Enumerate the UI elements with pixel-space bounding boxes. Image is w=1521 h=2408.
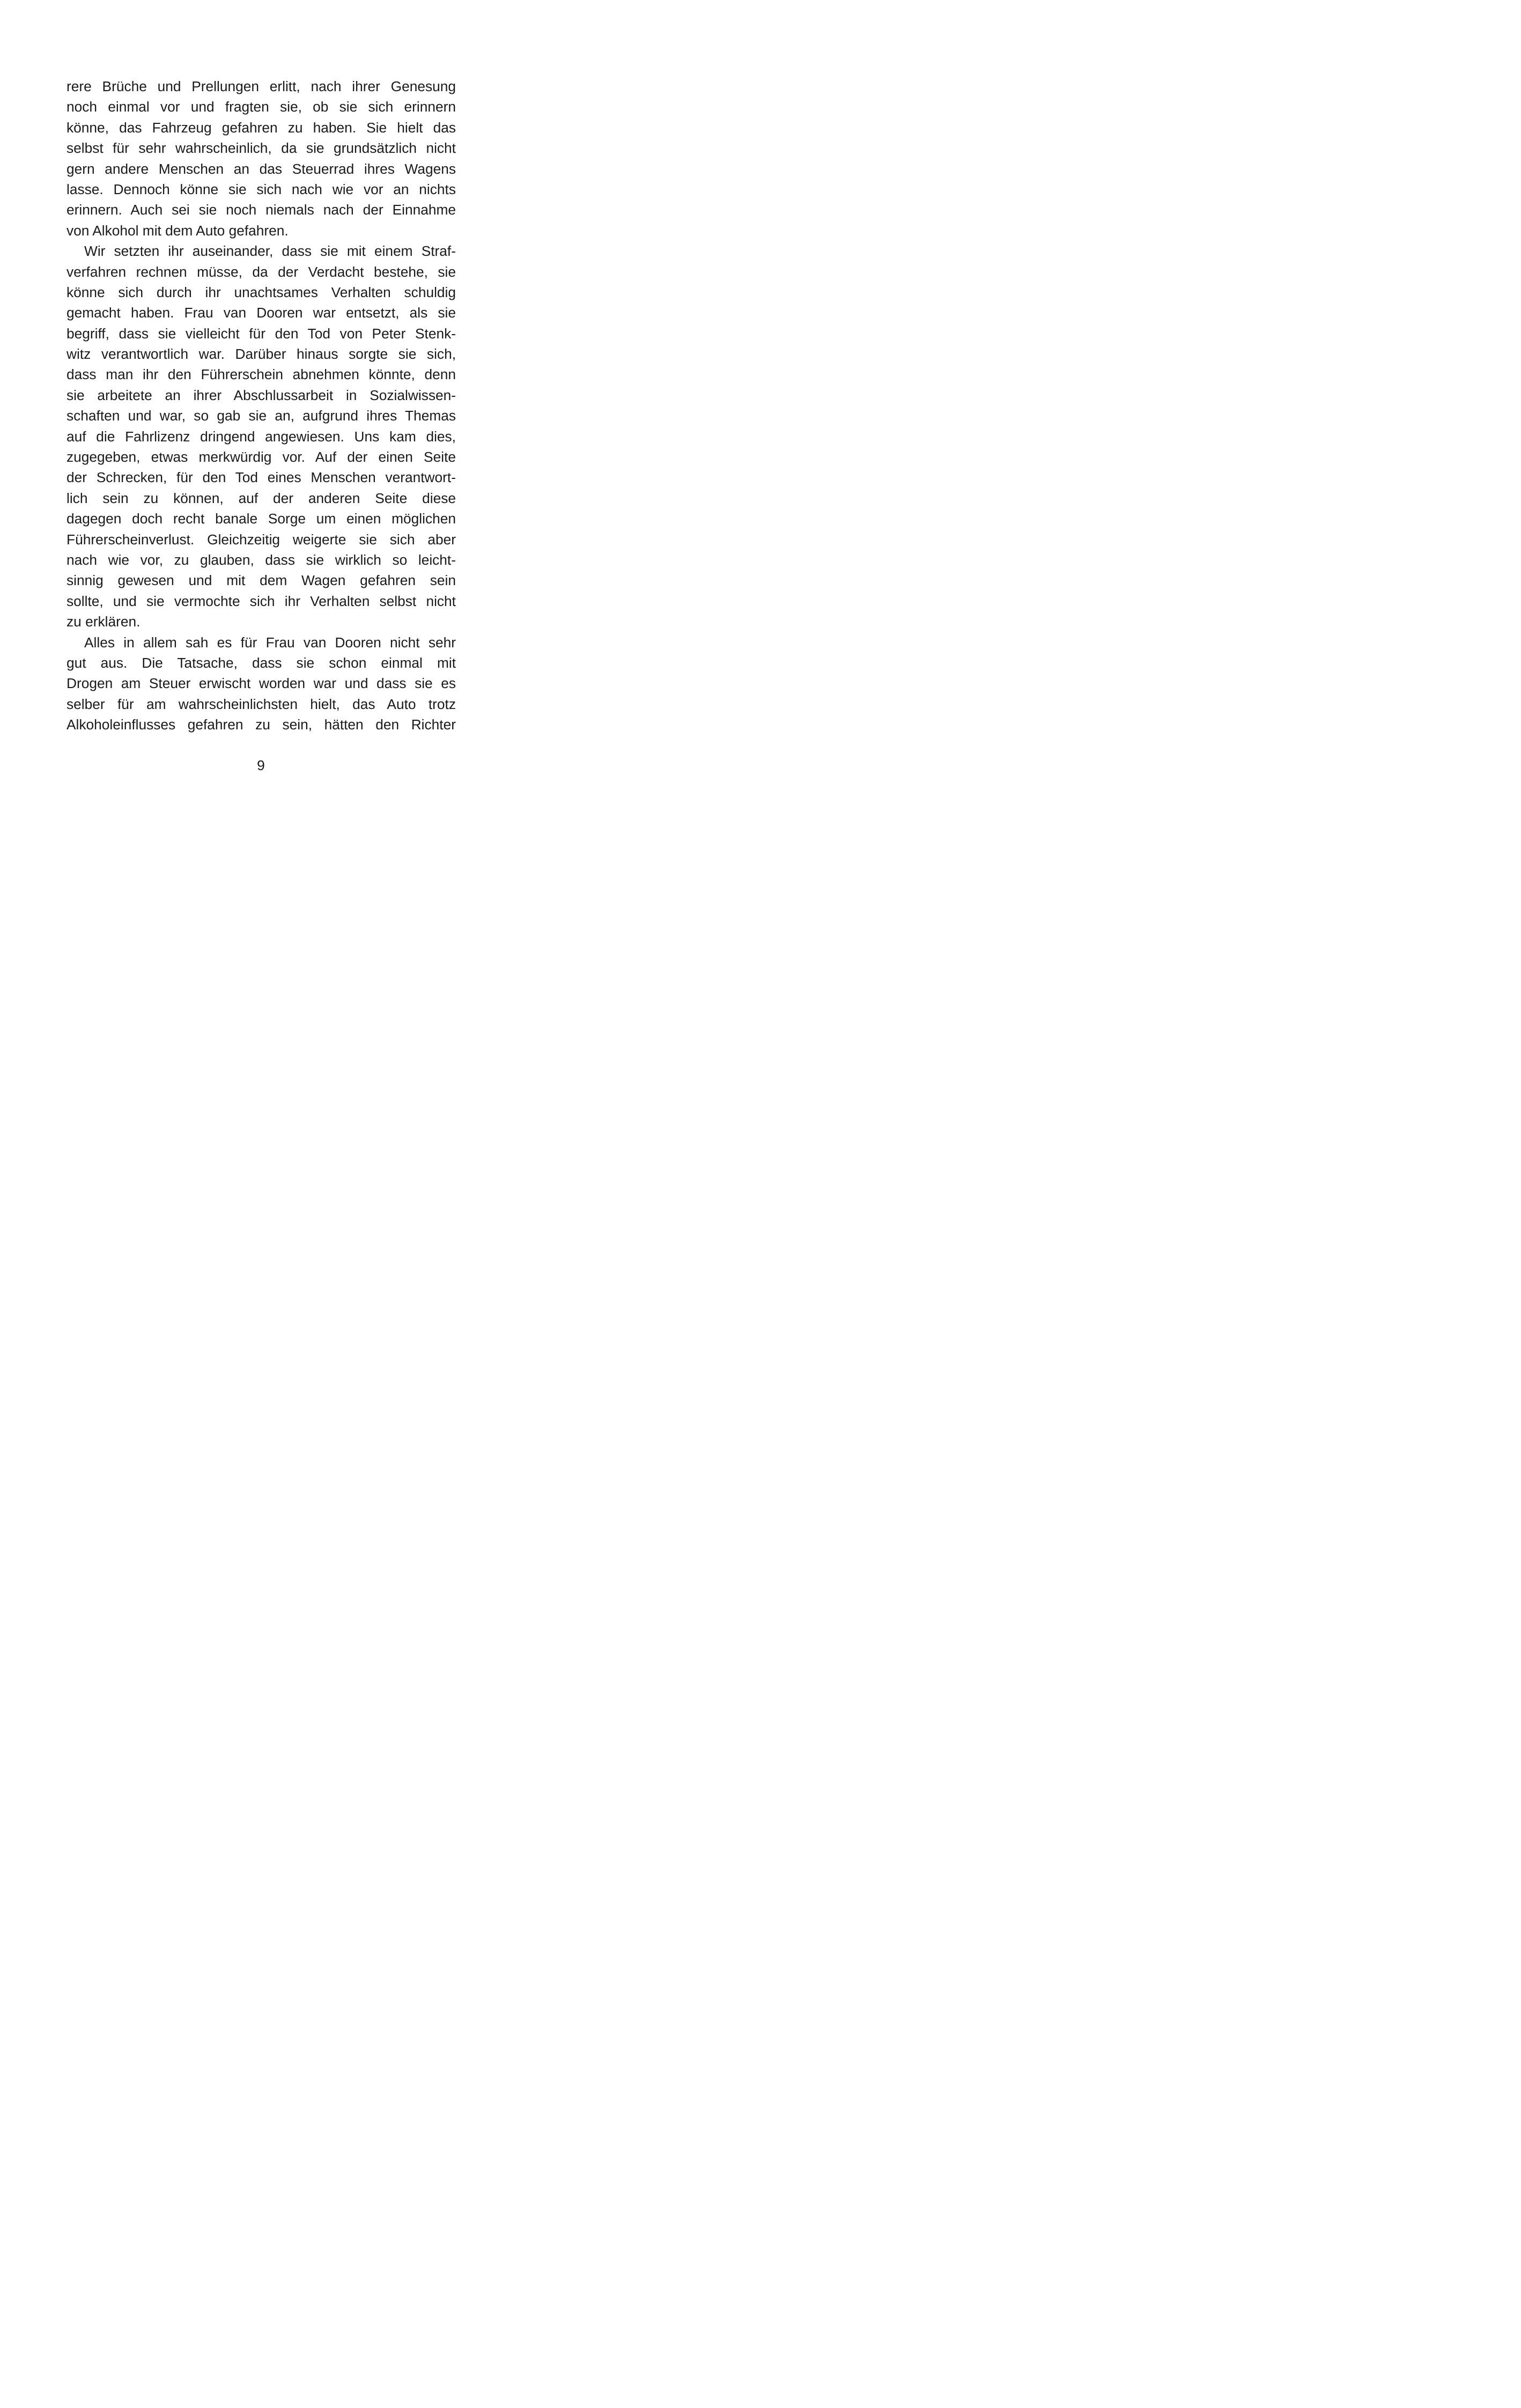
text-line: nach wie vor, zu glauben, dass sie wirklich so leicht- [67, 551, 456, 568]
text-line: Drogen am Steuer erwischt worden war und dass sie es [67, 675, 456, 692]
text-line: auf die Fahrlizenz dringend angewiesen. Uns kam dies, [67, 428, 456, 445]
text-line: sollte, und sie vermochte sich ihr Verhalten selbst nicht [67, 593, 456, 609]
text-line: Wir setzten ihr auseinander, dass sie mit einem Straf- [84, 243, 456, 260]
paragraph [67, 241, 456, 632]
text-line: rere Brüche und Prellungen erlitt, nach ihrer Genesung [67, 78, 456, 94]
text-line: schaften und war, so gab sie an, aufgrund ihres Themas [67, 408, 456, 424]
text-line: zugegeben, etwas merkwürdig vor. Auf der einen Seite [67, 449, 456, 466]
text-line: der Schrecken, für den Tod eines Menschen verantwort- [67, 469, 456, 486]
text-line: verfahren rechnen müsse, da der Verdacht bestehe, sie [67, 263, 456, 280]
text-line: Alkoholeinflusses gefahren zu sein, hätten den Richter [67, 717, 456, 733]
paragraph [67, 632, 456, 735]
text-line: witz verantwortlich war. Darüber hinaus sorgte sie sich, [67, 346, 456, 363]
text-line: dagegen doch recht banale Sorge um einen möglichen [67, 511, 456, 527]
text-line: könne, das Fahrzeug gefahren zu haben. Sie hielt das [67, 119, 456, 136]
page-body [67, 76, 456, 735]
page-number: 9 [257, 757, 265, 773]
text-line: begriff, dass sie vielleicht für den Tod von Peter Stenk- [67, 325, 456, 342]
text-line: gut aus. Die Tatsache, dass sie schon einmal mit [67, 654, 456, 671]
text-line: lich sein zu können, auf der anderen Seite diese [67, 490, 456, 506]
paragraph [67, 76, 456, 241]
text-line: gern andere Menschen an das Steuerrad ihres Wagens [67, 160, 456, 177]
text-line: selber für am wahrscheinlichsten hielt, das Auto trotz [67, 696, 456, 712]
text-line: gemacht haben. Frau van Dooren war entsetzt, als sie [67, 305, 456, 321]
text-line: könne sich durch ihr unachtsames Verhalten schuldig [67, 284, 456, 300]
text-line: von Alkohol mit dem Auto gefahren. [67, 222, 289, 239]
text-line: selbst für sehr wahrscheinlich, da sie grundsätzlich nicht [67, 140, 456, 157]
text-line: dass man ihr den Führerschein abnehmen könnte, denn [67, 366, 456, 383]
text-line: Führerscheinverlust. Gleichzeitig weigerte sie sich aber [67, 531, 456, 548]
text-line: lasse. Dennoch könne sie sich nach wie vor an nichts [67, 181, 456, 197]
text-line: erinnern. Auch sei sie noch niemals nach der Einnahme [67, 202, 456, 218]
text-line: Alles in allem sah es für Frau van Dooren nicht sehr [84, 634, 456, 651]
text-line: sie arbeitete an ihrer Abschlussarbeit in Sozialwissen- [67, 387, 456, 403]
text-line: noch einmal vor und fragten sie, ob sie sich erinnern [67, 99, 456, 115]
text-line: sinnig gewesen und mit dem Wagen gefahren sein [67, 572, 456, 589]
text-line: zu erklären. [67, 614, 141, 630]
